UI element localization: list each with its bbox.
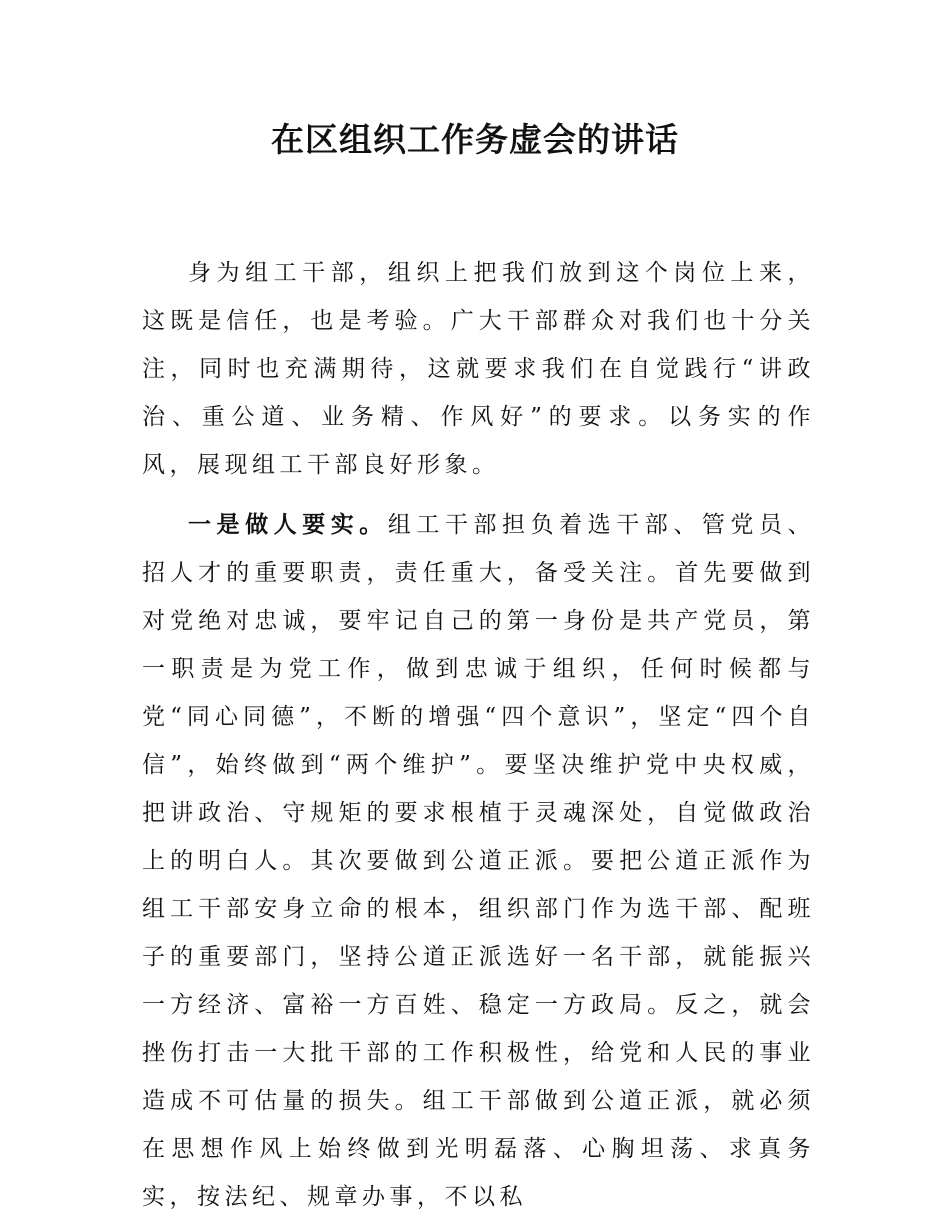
paragraph-point-one <box>142 501 815 1221</box>
document-title: 在区组织工作务虚会的讲话 <box>271 120 679 159</box>
paragraph-text: 组工干部担负着选干部、管党员、招人才的重要职责，责任重大，备受关注。首先要做到对党绝对忠诚，要牢记自己的第一身份是共产党员，第一职责是为党工作，做到忠诚于组织，任何时候都与党“同心同德”，不断的增强“四个意识”，坚定“四个自信”，始终做到“两个维护”。要坚决维护党中央权威，把讲政治、守规矩的要求根植于灵魂深处，自觉做政治上的明白人。其次要做到公道正派。要把公道正派作为组工干部安身立命的根本，组织部门作为选干部、配班子的重要部门，坚持公道正派选好一名干部，就能振兴一方经济、富裕一方百姓、稳定一方政局。反之，就会挫伤打击一大批干部的工作积极性，给党和人民的事业造成不可估量的损失。组工干部做到公道正派，就必须在思想作风上始终做到光明磊落、心胸坦荡、求真务实，按法纪、规章办事，不以私 <box>142 512 816 1210</box>
paragraph-intro <box>142 249 815 489</box>
paragraph-lead: 一是做人要实。 <box>188 512 388 538</box>
document-body <box>142 249 815 1221</box>
paragraph-text: 身为组工干部，组织上把我们放到这个岗位上来，这既是信任，也是考验。广大干部群众对我们也十分关注，同时也充满期待，这就要求我们在自觉践行“讲政治、重公道、业务精、作风好”的要求。以务实的作风，展现组工干部良好形象。 <box>142 260 815 478</box>
